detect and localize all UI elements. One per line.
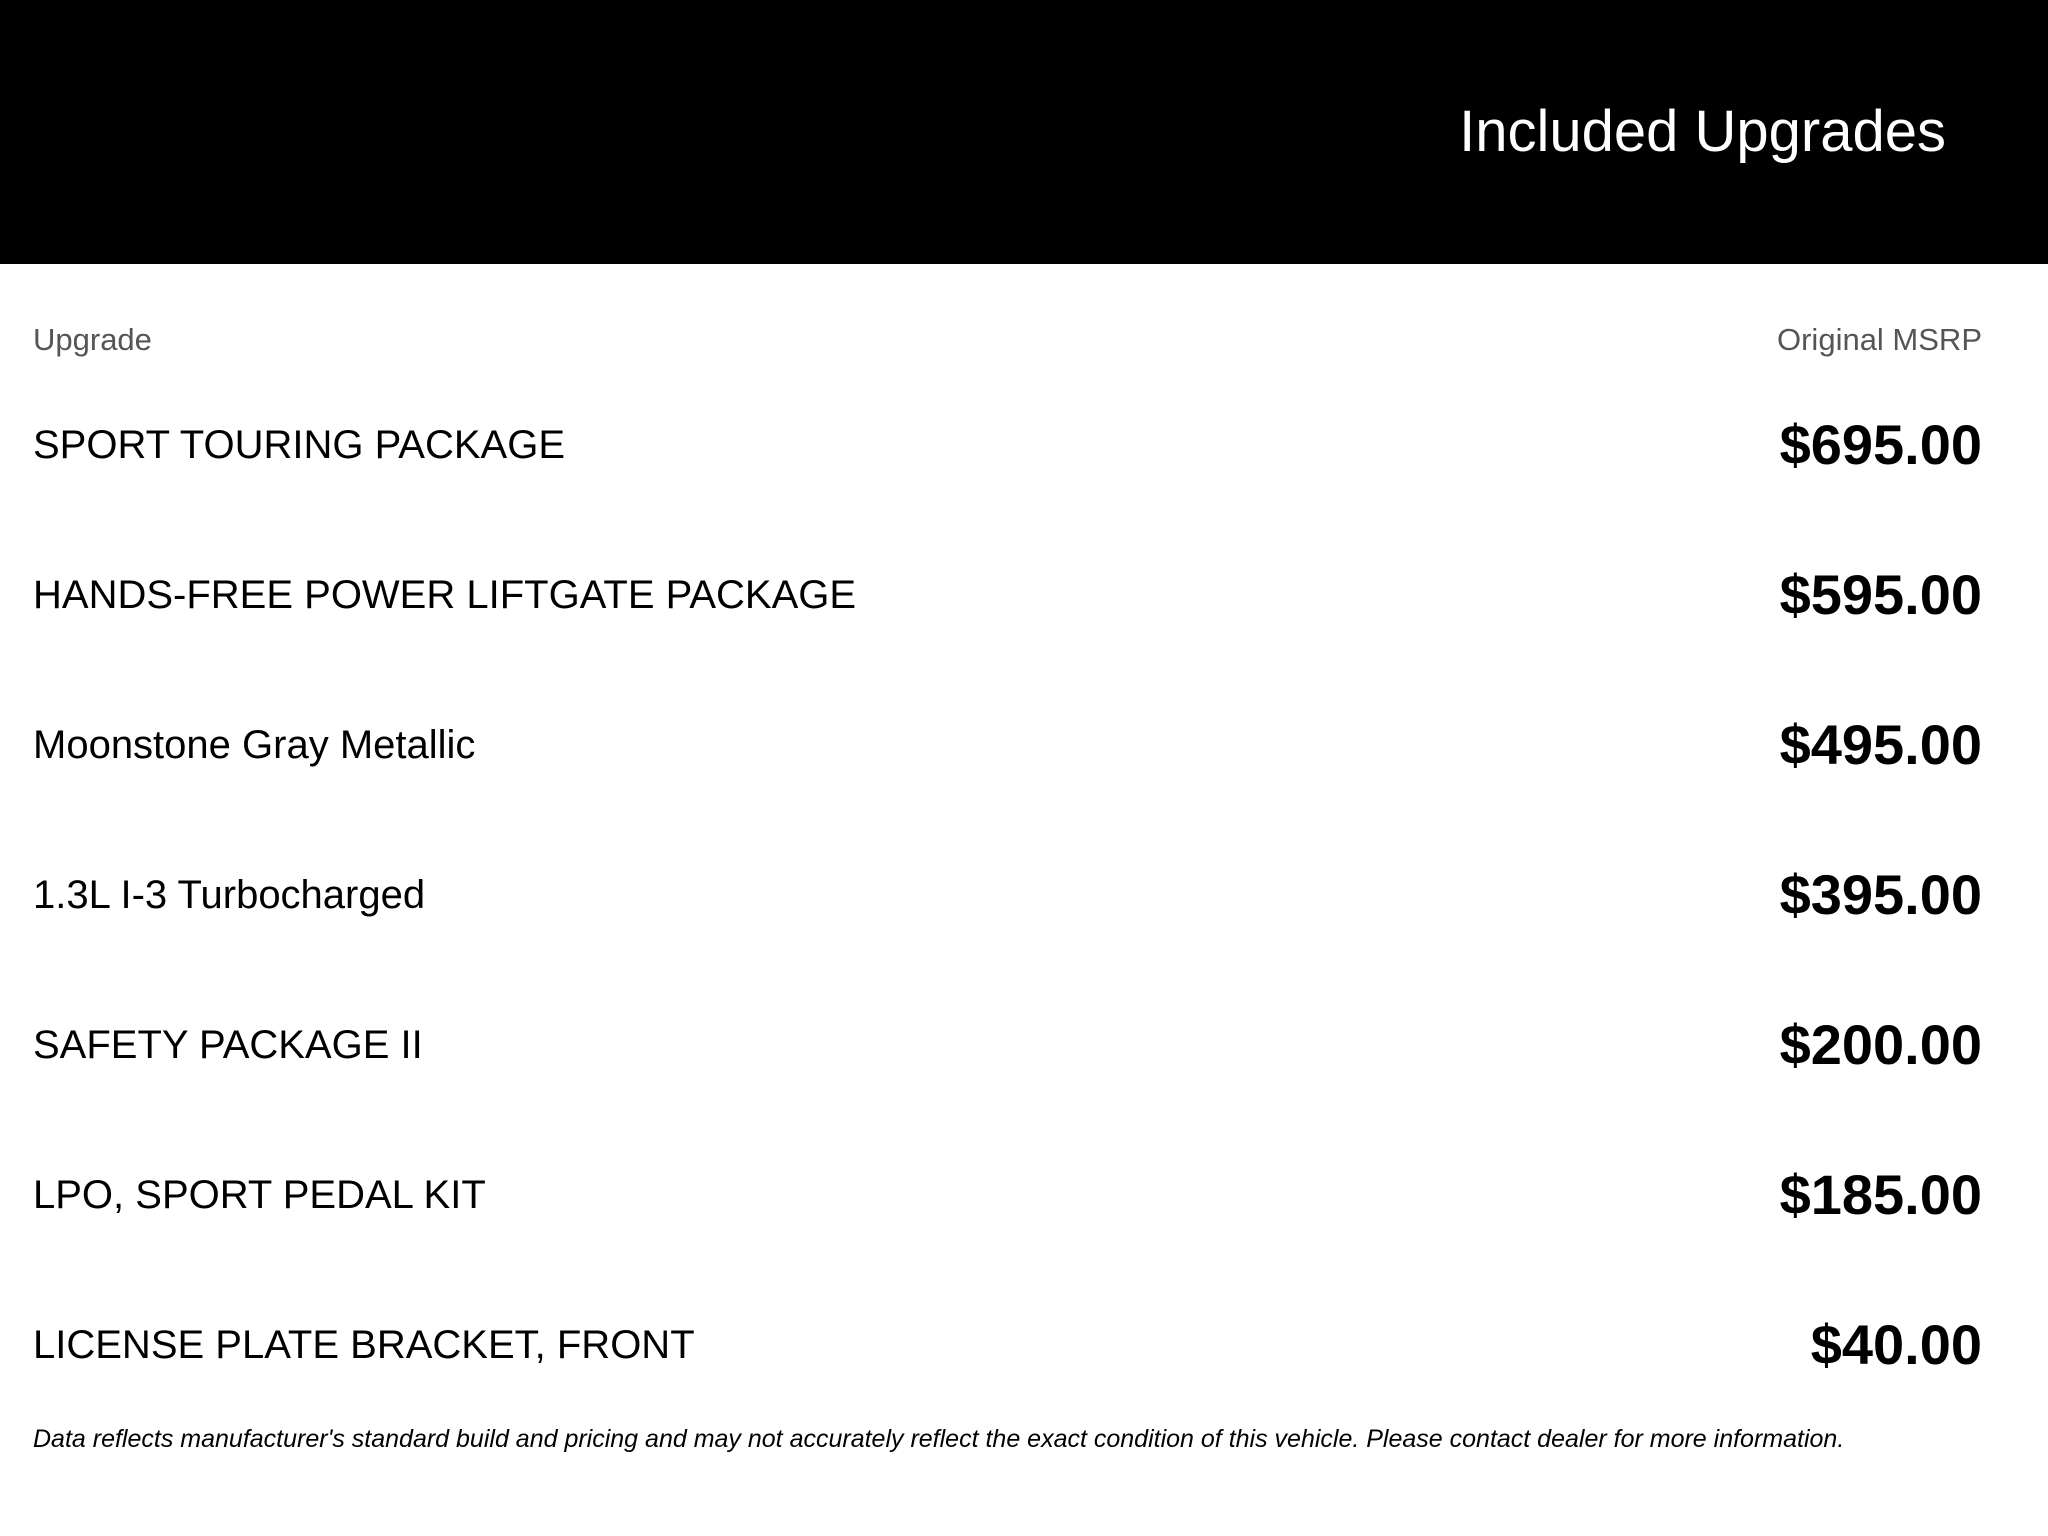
- upgrade-price: $395.00: [1779, 863, 1982, 926]
- upgrade-row: [0, 1155, 2048, 1235]
- header-bar: [0, 0, 2048, 264]
- upgrade-name: SAFETY PACKAGE II: [33, 1023, 423, 1067]
- upgrade-name: SPORT TOURING PACKAGE: [33, 423, 565, 467]
- upgrade-price: $185.00: [1779, 1163, 1982, 1226]
- upgrade-name: 1.3L I-3 Turbocharged: [33, 873, 426, 917]
- upgrade-row: [0, 705, 2048, 785]
- upgrade-price: $495.00: [1779, 713, 1982, 776]
- upgrade-price: $40.00: [1810, 1313, 1982, 1376]
- upgrade-name: HANDS-FREE POWER LIFTGATE PACKAGE: [33, 573, 857, 617]
- disclaimer-text: Data reflects manufacturer's standard build and pricing and may not accurately reflect the exact condition of this vehicle. Please contact dealer for more information.: [33, 1425, 1845, 1453]
- page-title: Included Upgrades: [1459, 99, 1946, 164]
- upgrade-price: $695.00: [1779, 413, 1982, 476]
- upgrade-price: $200.00: [1779, 1013, 1982, 1076]
- column-header-upgrade: Upgrade: [33, 322, 152, 357]
- upgrade-name: Moonstone Gray Metallic: [33, 723, 476, 767]
- upgrade-row: [0, 555, 2048, 635]
- upgrade-row: [0, 405, 2048, 485]
- upgrade-row: [0, 855, 2048, 935]
- upgrade-price: $595.00: [1779, 563, 1982, 626]
- column-header-msrp: Original MSRP: [1777, 322, 1982, 357]
- upgrade-row: [0, 1005, 2048, 1085]
- upgrade-name: LPO, SPORT PEDAL KIT: [33, 1173, 486, 1217]
- upgrade-name: LICENSE PLATE BRACKET, FRONT: [33, 1323, 695, 1367]
- upgrade-row: [0, 1305, 2048, 1385]
